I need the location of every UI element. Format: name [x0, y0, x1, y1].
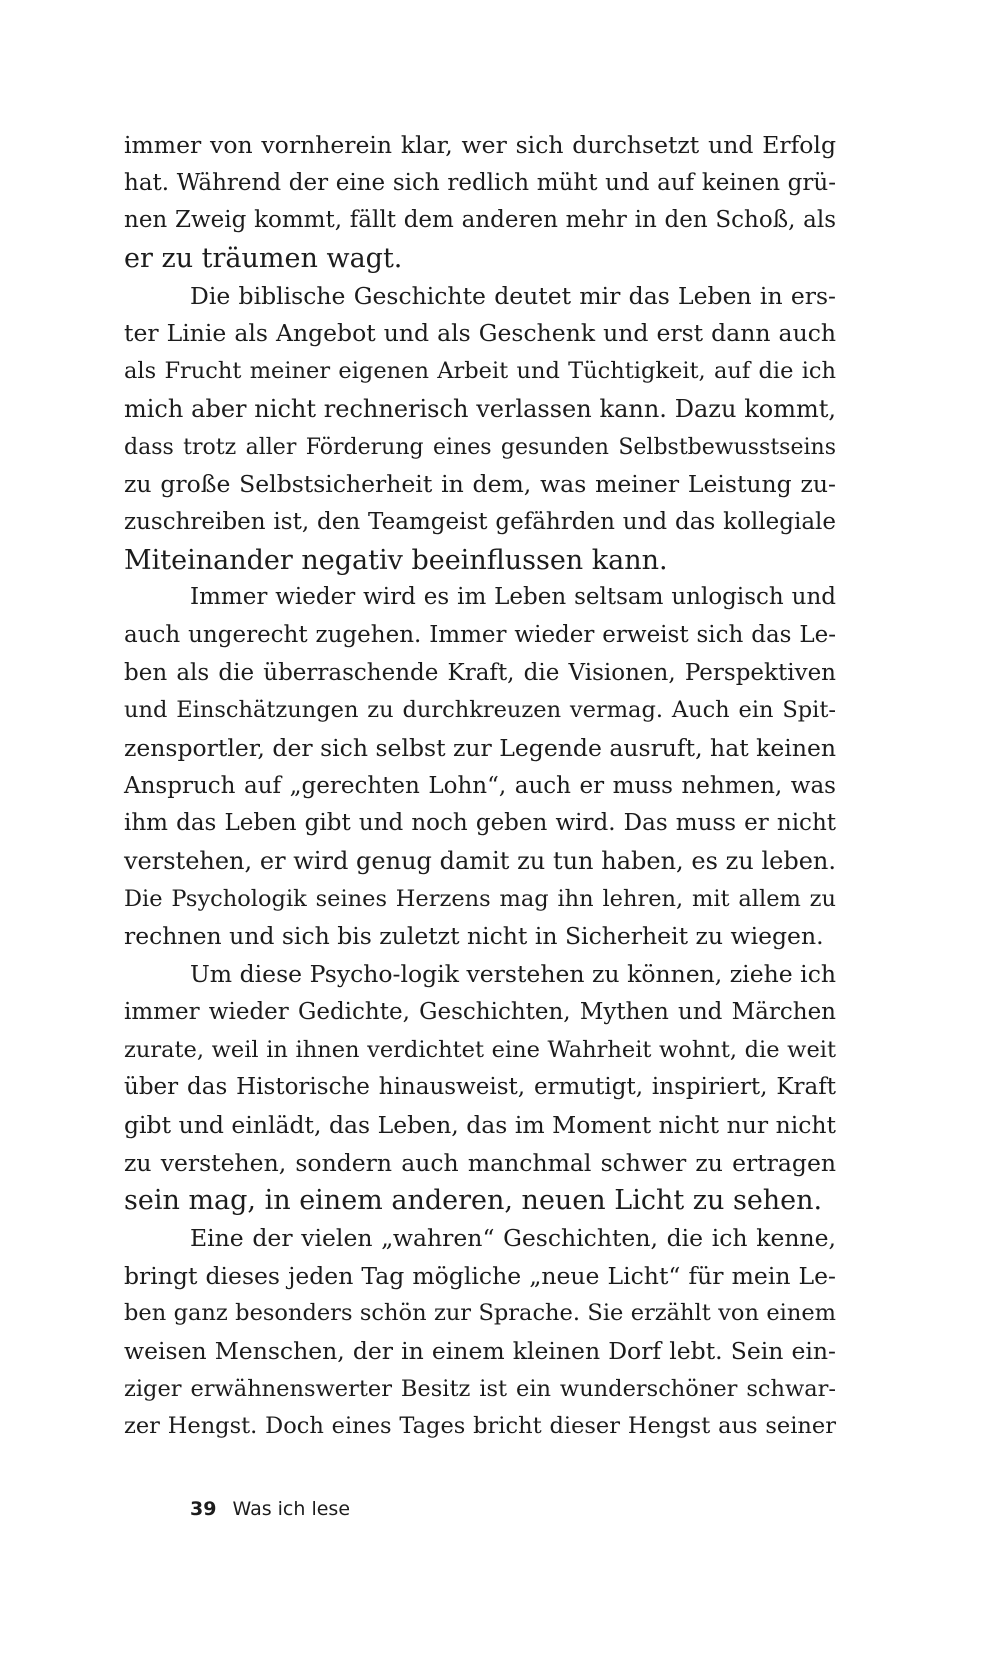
text-line: ziger erwähnenswerter Besitz ist ein wunderschöner schwar- — [124, 1375, 836, 1402]
text-line: über das Historische hinausweist, ermutigt, inspiriert, Kraft — [124, 1074, 836, 1101]
body-text — [124, 127, 836, 1446]
running-footer-title: Was ich lese — [232, 1498, 351, 1520]
text-line: sein mag, in einem anderen, neuen Licht zu sehen. — [124, 1185, 823, 1217]
text-line: zurate, weil in ihnen verdichtet eine Wahrheit wohnt, die weit — [124, 1036, 836, 1063]
text-line: Die Psychologik seines Herzens mag ihn lehren, mit allem zu — [124, 885, 836, 912]
text-line: ben als die überraschende Kraft, die Visionen, Perspektiven — [124, 659, 836, 686]
text-line: ihm das Leben gibt und noch geben wird. Das muss er nicht — [124, 810, 836, 837]
page-number: 39 — [190, 1498, 217, 1520]
text-line: weisen Menschen, der in einem kleinen Dorf lebt. Sein ein- — [124, 1337, 836, 1365]
text-line: ben ganz besonders schön zur Sprache. Sie erzählt von einem — [124, 1300, 836, 1327]
text-line: gibt und einlädt, das Leben, das im Moment nicht nur nicht — [124, 1110, 836, 1139]
text-line: mich aber nicht rechnerisch verlassen kann. Dazu kommt, — [124, 394, 836, 423]
text-line: dass trotz aller Förderung eines gesunden Selbstbewusstseins — [124, 434, 836, 460]
text-line: zer Hengst. Doch eines Tages bricht dieser Hengst aus seiner — [124, 1413, 836, 1440]
text-line: Eine der vielen „wahren“ Geschichten, die ich kenne, — [190, 1223, 836, 1252]
text-line: und Einschätzungen zu durchkreuzen vermag. Auch ein Spit- — [124, 697, 836, 724]
text-line: Miteinander negativ beeinflussen kann. — [124, 544, 668, 576]
text-line: zu verstehen, sondern auch manchmal schwer zu ertragen — [124, 1148, 836, 1177]
text-line: immer von vornherein klar, wer sich durchsetzt und Erfolg — [124, 131, 836, 159]
text-line: zu große Selbstsicherheit in dem, was meiner Leistung zu- — [124, 470, 836, 499]
page-footer — [190, 1498, 350, 1520]
text-line: zensportler, der sich selbst zur Legende ausruft, hat keinen — [124, 734, 836, 762]
text-line: als Frucht meiner eigenen Arbeit und Tüchtigkeit, auf die ich — [124, 358, 836, 385]
text-line: Um diese Psycho-logik verstehen zu können, ziehe ich — [190, 960, 836, 989]
text-line: er zu träumen wagt. — [124, 243, 403, 275]
text-line: auch ungerecht zugehen. Immer wieder erweist sich das Le- — [124, 621, 836, 648]
text-line: Anspruch auf „gerechten Lohn“, auch er muss nehmen, was — [124, 772, 836, 799]
text-line: Die biblische Geschichte deutet mir das Leben in ers- — [190, 281, 836, 310]
text-line: Immer wieder wird es im Leben seltsam unlogisch und — [190, 584, 836, 611]
text-line: hat. Während der eine sich redlich müht und auf keinen grü- — [124, 169, 836, 196]
text-line: zuschreiben ist, den Teamgeist gefährden und das kollegiale — [124, 508, 836, 535]
text-line: immer wieder Gedichte, Geschichten, Mythen und Märchen — [124, 998, 836, 1025]
text-line: bringt dieses jeden Tag mögliche „neue Licht“ für mein Le- — [124, 1261, 836, 1290]
text-line: nen Zweig kommt, fällt dem anderen mehr in den Schoß, als — [124, 207, 836, 234]
text-line: verstehen, er wird genug damit zu tun haben, es zu leben. — [124, 847, 836, 876]
text-line: rechnen und sich bis zuletzt nicht in Sicherheit zu wiegen. — [124, 922, 824, 951]
text-line: ter Linie als Angebot und als Geschenk und erst dann auch — [124, 319, 836, 348]
